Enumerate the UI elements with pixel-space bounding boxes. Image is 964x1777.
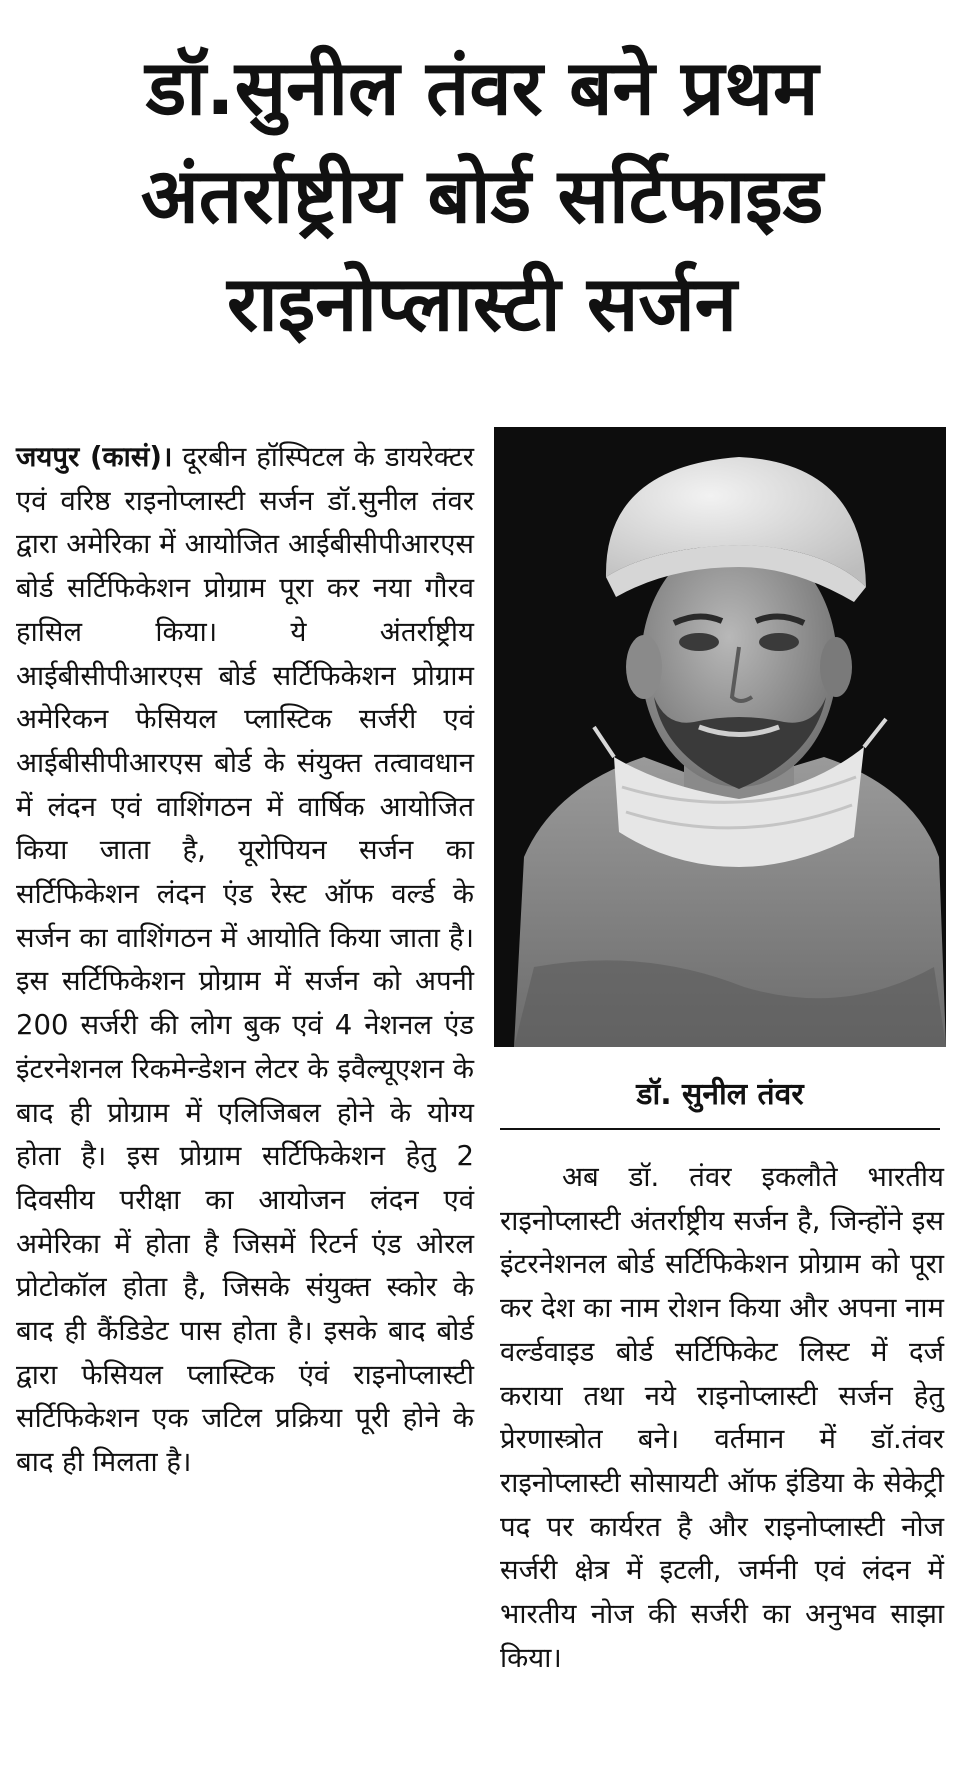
article-right-column — [500, 1156, 944, 1680]
portrait-illustration — [494, 427, 946, 1047]
dateline: जयपुर (कासं)। — [16, 441, 173, 473]
headline-line-3: राइनोप्लास्टी सर्जन — [227, 259, 737, 348]
headline — [20, 34, 944, 358]
headline-line-2: अंतर्राष्ट्रीय बोर्ड सर्टिफाइड — [140, 151, 824, 240]
article-right-body: अब डॉ. तंवर इकलौते भारतीय राइनोप्लास्टी अंतर्राष्ट्रीय सर्जन है, जिन्होंने इस इंटरनेशनल बोर्ड सर्टिफिकेशन प्रोग्राम को पूरा कर देश का नाम रोशन किया और अपना नाम वर्ल्डवाइड बोर्ड सर्टिफिकेट लिस्ट में दर्ज कराया तथा नये राइनोप्लास्टी सर्जन हेतु प्रेरणास्त्रोत बने। वर्तमान में डॉ.तंवर राइनोप्लास्टी सोसायटी ऑफ इंडिया के सेकेट्री पद पर कार्यरत है और राइनोप्लास्टी नोज सर्जरी क्षेत्र में इटली, जर्मनी एवं लंदन में भारतीय नोज की सर्जरी का अनुभव साझा किया। — [500, 1161, 944, 1674]
headline-line-1: डॉ.सुनील तंवर बने प्रथम — [145, 43, 819, 132]
portrait-photo — [494, 427, 946, 1047]
article-left-column — [16, 436, 474, 1485]
article-left-paragraph — [16, 436, 474, 1485]
article-left-body: दूरबीन हॉस्पिटल के डायरेक्टर एवं वरिष्ठ राइनोप्लास्टी सर्जन डॉ.सुनील तंवर द्वारा अमेरिका में आयोजित आईबीसीपीआरएस बोर्ड सर्टिफिकेशन प्रोग्राम पूरा कर नया गौरव हासिल किया। ये अंतर्राष्ट्रीय आईबीसीपीआरएस बोर्ड सर्टिफिकेशन प्रोग्राम अमेरिकन फेसियल प्लास्टिक सर्जरी एवं आईबीसीपीआरएस बोर्ड के संयुक्त तत्वावधान में लंदन एवं वाशिंगठन में वार्षिक आयोजित किया जाता है, यूरोपियन सर्जन का सर्टिफिकेशन लंदन एंड रेस्ट ऑफ वर्ल्ड के सर्जन का वाशिंगठन में आयोति किया जाता है। इस सर्टिफिकेशन प्रोग्राम में सर्जन को अपनी 200 सर्जरी की लोग बुक एवं 4 नेशनल एंड इंटरनेशनल रिकमेन्डेशन लेटर के इवैल्यूएशन के बाद ही प्रोग्राम में एलिजिबल होने के योग्य होता है। इस प्रोग्राम सर्टिफिकेशन हेतु 2 दिवसीय परीक्षा का आयोजन लंदन एवं अमेरिका में होता है जिसमें रिटर्न एंड ओरल प्रोटोकॉल होता है, जिसके संयुक्त स्कोर के बाद ही कैंडिडेट पास होता है। इसके बाद बोर्ड द्वारा फेसियल प्लास्टिक एंवं राइनोप्लास्टी सर्टिफिकेशन एक जटिल प्रक्रिया पूरी होने के बाद ही मिलता है। — [16, 441, 474, 1479]
photo-caption: डॉ. सुनील तंवर — [636, 1077, 804, 1112]
caption-divider — [500, 1128, 940, 1130]
